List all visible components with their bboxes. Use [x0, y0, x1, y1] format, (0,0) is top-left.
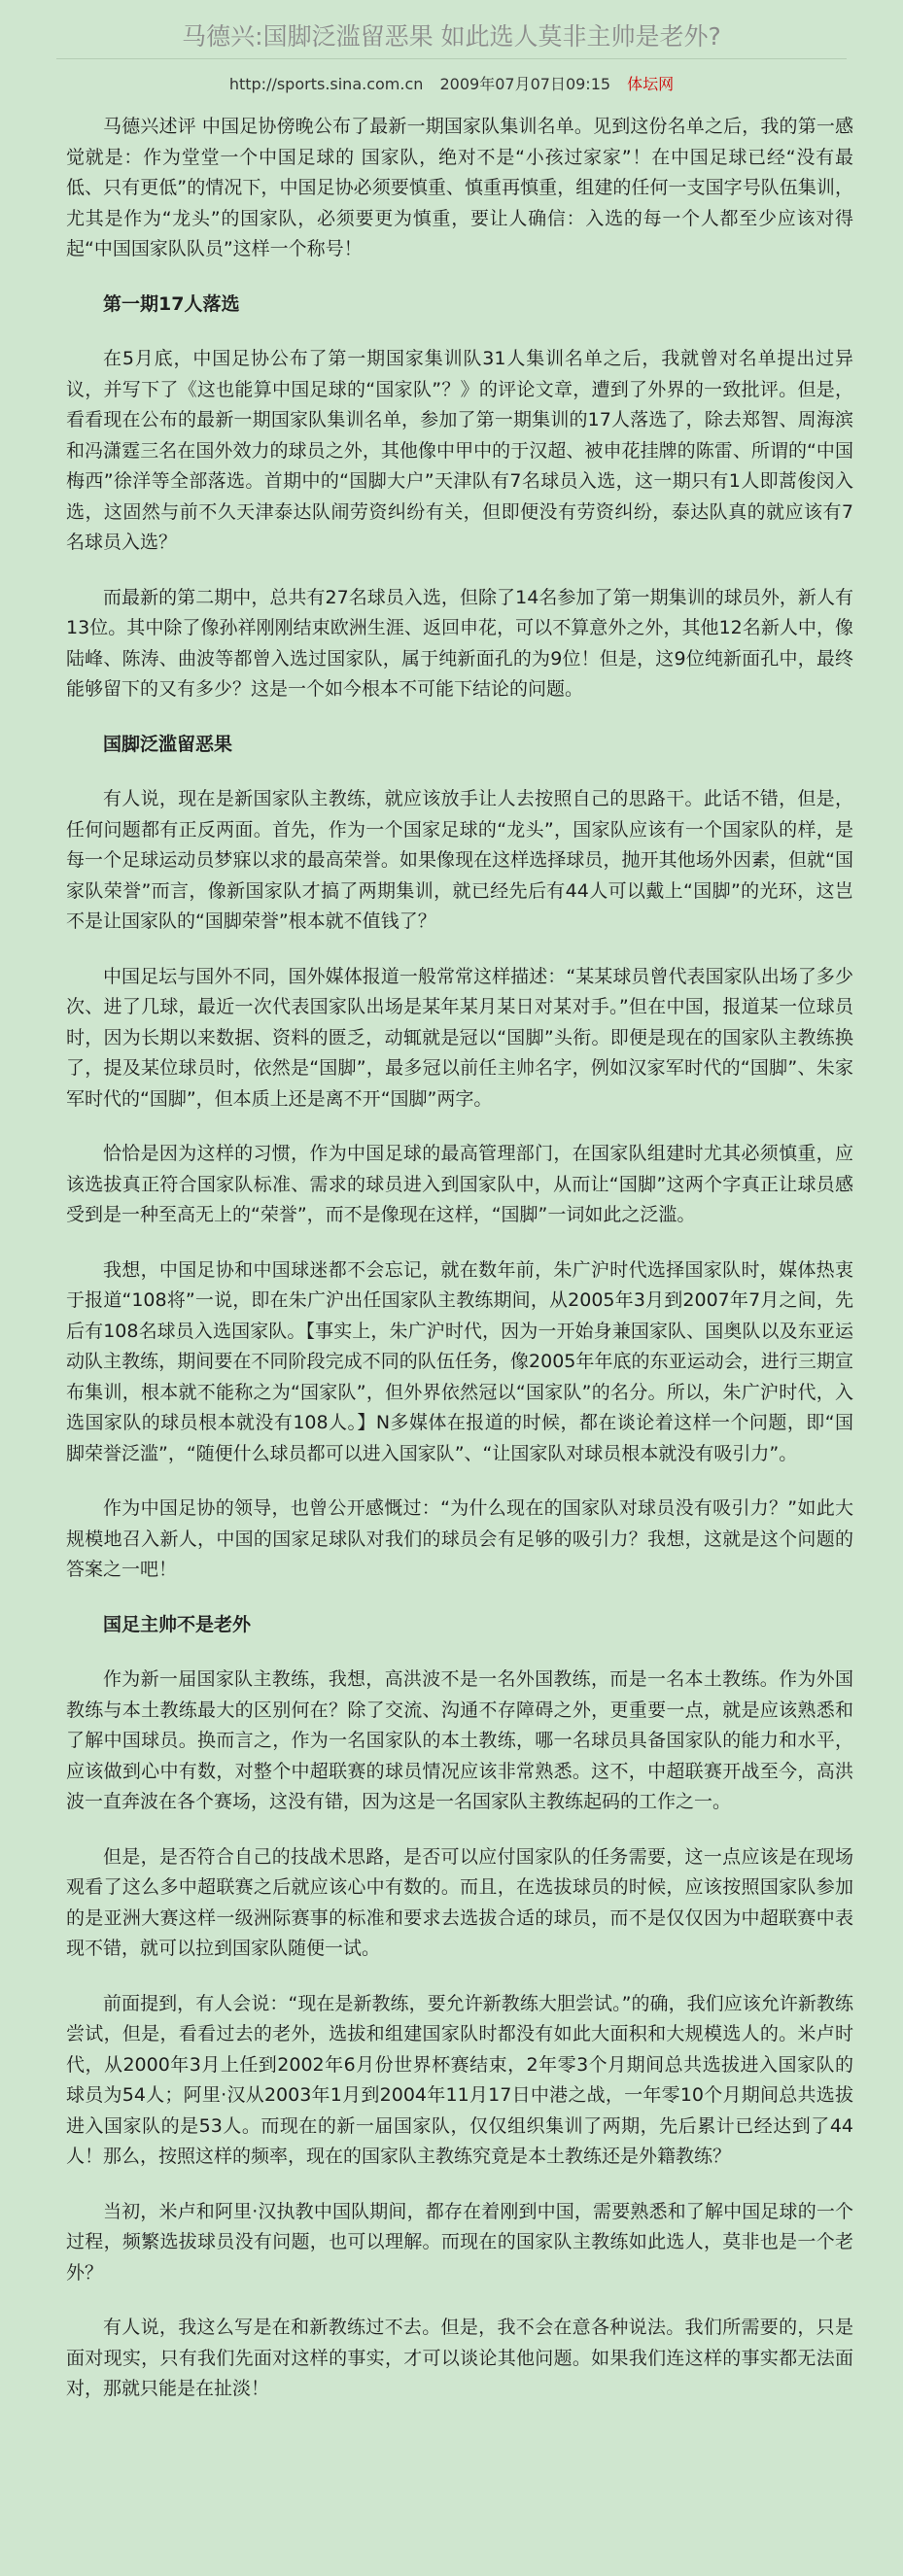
article-meta: [0, 73, 903, 96]
article-paragraph: 恰恰是因为这样的习惯，作为中国足球的最高管理部门，在国家队组建时尤其必须慎重，应该选拔真正符合国家队标准、需求的球员进入到国家队中，从而让“国脚”这两个字真正让球员感受到是一种至高无上的“荣誉”，而不是像现在这样，“国脚”一词如此之泛滥。: [66, 1143, 853, 1225]
section-heading: 第一期17人落选: [103, 292, 240, 315]
article-paragraph: 作为新一届国家队主教练，我想，高洪波不是一名外国教练，而是一名本土教练。作为外国教练与本土教练最大的区别何在？除了交流、沟通不存障碍之外，更重要一点，就是应该熟悉和了解中国球员。换而言之，作为一名国家队的本土教练，哪一名球员具备国家队的能力和水平，应该做到心中有数，对整个中超联赛的球员情况应该非常熟悉。这不，中超联赛开战至今，高洪波一直奔波在各个赛场，这没有错，因为这是一名国家队主教练起码的工作之一。: [66, 1668, 853, 1812]
article-paragraph: 有人说，现在是新国家队主教练，就应该放手让人去按照自己的思路干。此话不错，但是，任何问题都有正反两面。首先，作为一个国家足球的“龙头”，国家队应该有一个国家队的样，是每一个足球运动员梦寐以求的最高荣誉。如果像现在这样选择球员，抛开其他场外因素，但就“国家队荣誉”而言，像新国家队才搞了两期集训，就已经先后有44人可以戴上“国脚”的光环，这岂不是让国家队的“国脚荣誉”根本就不值钱了？: [66, 788, 853, 932]
article-paragraph: 中国足坛与国外不同，国外媒体报道一般常常这样描述：“某某球员曾代表国家队出场了多少次、进了几球，最近一次代表国家队出场是某年某月某日对某对手。”但在中国，报道某一位球员时，因为长期以来数据、资料的匮乏，动辄就是冠以“国脚”头衔。即便是现在的国家队主教练换了，提及某位球员时，依然是“国脚”，最多冠以前任主帅名字，例如汉家军时代的“国脚”、朱家军时代的“国脚”，但本质上还是离不开“国脚”两字。: [66, 965, 853, 1110]
section-heading: 国足主帅不是老外: [103, 1613, 252, 1635]
article-paragraph: 在5月底，中国足协公布了第一期国家集训队31人集训名单之后，我就曾对名单提出过异议，并写下了《这也能算中国足球的“国家队”？》的评论文章，遭到了外界的一致批评。但是，看看现在公布的最新一期国家队集训名单，参加了第一期集训的17人落选了，除去郑智、周海滨和冯潇霆三名在国外效力的球员之外，其他像中甲中的于汉超、被申花挂牌的陈雷、所谓的“中国梅西”徐洋等全部落选。首期中的“国脚大户”天津队有7名球员入选，这一期只有1人即蒿俊闵入选，这固然与前不久天津泰达队闹劳资纠纷有关，但即便没有劳资纠纷，泰达队真的就应该有7名球员入选？: [66, 348, 853, 553]
article-paragraph: 但是，是否符合自己的技战术思路，是否可以应付国家队的任务需要，这一点应该是在现场观看了这么多中超联赛之后就应该心中有数的。而且，在选拔球员的时候，应该按照国家队参加的是亚洲大赛这样一级洲际赛事的标准和要求去选拔合适的球员，而不是仅仅因为中超联赛中表现不错，就可以拉到国家队随便一试。: [66, 1845, 853, 1959]
article-paragraph: 有人说，我这么写是在和新教练过不去。但是，我不会在意各种说法。我们所需要的，只是面对现实，只有我们先面对这样的事实，才可以谈论其他问题。如果我们连这样的事实都无法面对，那就只能是在扯淡！: [66, 2317, 853, 2399]
article-title: 马德兴:国脚泛滥留恶果 如此选人莫非主帅是老外?: [56, 16, 847, 59]
article-paragraph: 前面提到，有人会说：“现在是新教练，要允许新教练大胆尝试。”的确，我们应该允许新教练尝试，但是，看看过去的老外，选拔和组建国家队时都没有如此大面积和大规模选人的。米卢时代，从2000年3月上任到2002年6月份世界杯赛结束，2年零3个月期间总共选拔进入国家队的球员为54人；阿里·汉从2003年1月到2004年11月17日中港之战，一年零10个月期间总共选拔进入国家队的是53人。而现在的新一届国家队，仅仅组织集训了两期，先后累计已经达到了44人！那么，按照这样的频率，现在的国家队主教练究竟是本土教练还是外籍教练？: [66, 1992, 853, 2167]
article-paragraph: 作为中国足协的领导，也曾公开感慨过：“为什么现在的国家队对球员没有吸引力？”如此大规模地召入新人，中国的国家足球队对我们的球员会有足够的吸引力？我想，这就是这个问题的答案之一吧！: [66, 1497, 853, 1580]
publish-datetime: 2009年07月07日09:15: [439, 75, 611, 93]
article-paragraph: 马德兴述评 中国足协傍晚公布了最新一期国家队集训名单。见到这份名单之后，我的第一感觉就是：作为堂堂一个中国足球的 国家队，绝对不是“小孩过家家”！在中国足球已经“没有最低、只有更低”的情况下，中国足协必须要慎重、慎重再慎重，组建的任何一支国字号队伍集训，尤其是作为“龙头”的国家队，必须要更为慎重，要让人确信：入选的每一个人都至少应该对得起“中国国家队队员”这样一个称号！: [66, 116, 853, 259]
article-paragraph: 当初，米卢和阿里·汉执教中国队期间，都存在着刚到中国，需要熟悉和了解中国足球的一个过程，频繁选拔球员没有问题，也可以理解。而现在的国家队主教练如此选人，莫非也是一个老外？: [66, 2200, 853, 2284]
article-body: [66, 112, 853, 2429]
article-paragraph: 而最新的第二期中，总共有27名球员入选，但除了14名参加了第一期集训的球员外，新人有13位。其中除了像孙祥刚刚结束欧洲生涯、返回申花，可以不算意外之外，其他12名新人中，像陆峰、陈涛、曲波等都曾入选过国家队，属于纯新面孔的为9位！但是，这9位纯新面孔中，最终能够留下的又有多少？这是一个如今根本不可能下结论的问题。: [66, 586, 853, 700]
article-site-url: http://sports.sina.com.cn: [228, 75, 424, 93]
source-link[interactable]: 体坛网: [627, 75, 675, 93]
article-paragraph: 我想，中国足协和中国球迷都不会忘记，就在数年前，朱广沪时代选择国家队时，媒体热衷于报道“108将”一说，即在朱广沪出任国家队主教练期间，从2005年3月到2007年7月之间，先后有108名球员入选国家队。【事实上，朱广沪时代，因为一开始身兼国家队、国奥队以及东亚运动队主教练，期间要在不同阶段完成不同的队伍任务，像2005年年底的东亚运动会，进行三期宣布集训，根本就不能称之为“国家队”，但外界依然冠以“国家队”的名分。所以，朱广沪时代，入选国家队的球员根本就没有108人。】N多媒体在报道的时候，都在谈论着这样一个问题，即“国脚荣誉泛滥”，“随便什么球员都可以进入国家队”、“让国家队对球员根本就没有吸引力”。: [66, 1258, 853, 1464]
section-heading: 国脚泛滥留恶果: [103, 733, 233, 755]
